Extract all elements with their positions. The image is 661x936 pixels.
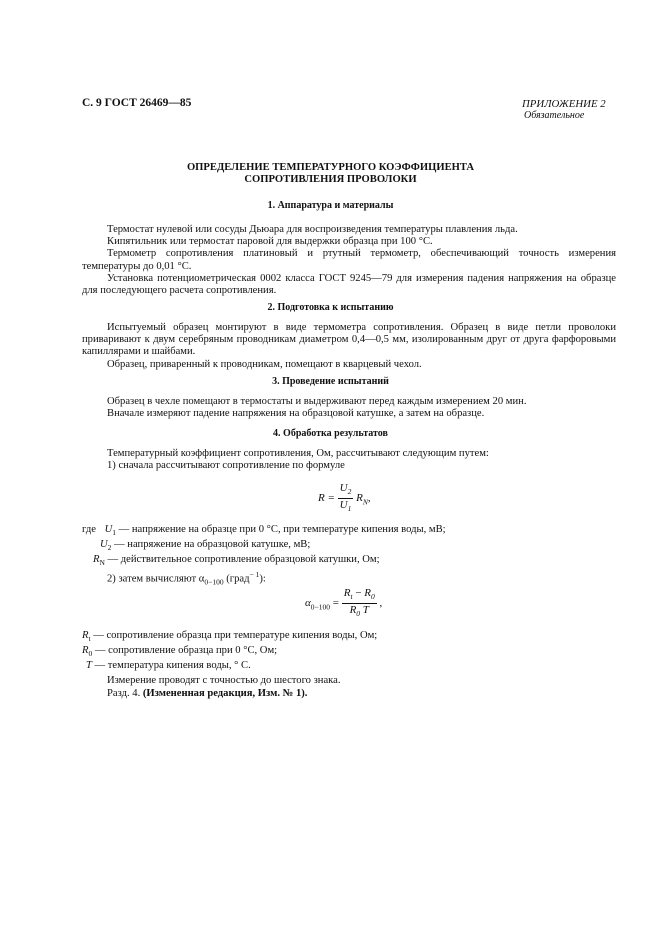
subscript: N	[362, 497, 368, 507]
equals-sign: =	[330, 597, 339, 610]
text: (град	[223, 573, 250, 585]
page-reference: С. 9 ГОСТ 26469—85	[82, 97, 192, 109]
fraction-numerator	[342, 587, 377, 604]
document-title-line1: ОПРЕДЕЛЕНИЕ ТЕМПЕРАТУРНОГО КОЭФФИЦИЕНТА	[186, 162, 475, 173]
appendix-status: Обязательное	[524, 110, 585, 121]
definition-text: — сопротивление образца при температуре кипения воды, Ом;	[90, 630, 378, 641]
document-title-line2: СОПРОТИВЛЕНИЯ ПРОВОЛОКИ	[244, 174, 417, 185]
definition-row	[82, 554, 446, 569]
formula-alpha	[305, 587, 382, 620]
symbol: U	[339, 499, 348, 512]
fraction-denominator	[342, 604, 377, 620]
subscript: 0	[371, 592, 375, 602]
definition-text: — сопротивление образца при 0 °С, Ом;	[92, 645, 278, 657]
text: 2) затем вычисляют α	[107, 573, 205, 585]
amendment-bold: (Измененная редакция, Изм. № 1).	[142, 688, 308, 699]
definition-row	[82, 645, 377, 660]
paragraph: 1) сначала рассчитывают сопротивление по формуле	[107, 460, 345, 472]
definition-text: — напряжение на образце при 0 °С, при температуре кипения воды, мВ;	[115, 524, 446, 535]
paragraph: Кипятильник или термостат паровой для выдержки образца при 100 °С.	[107, 236, 433, 248]
definition-text: — действительное сопротивление образцовой катушки, Ом;	[104, 554, 380, 566]
subscript: t	[88, 634, 91, 644]
symbol: R	[93, 554, 100, 566]
precision-note: Измерение проводят с точностью до шестого знака.	[107, 675, 341, 687]
superscript: − 1	[249, 570, 260, 580]
symbol: T	[360, 604, 369, 617]
step-2-text	[82, 569, 446, 589]
section-body-3	[82, 396, 616, 420]
paragraph: Термометр сопротивления платиновый и ртутный термометр, обеспечивающий точность измерения температуры до 0,01 °С.	[82, 248, 616, 272]
definition-list-1	[82, 524, 446, 589]
formula-tail: ,	[367, 492, 371, 505]
symbol: T	[86, 660, 92, 672]
section-heading-1: 1. Аппаратура и материалы	[267, 200, 394, 211]
fraction-numerator	[338, 482, 354, 499]
subscript: 0−100	[310, 602, 331, 612]
subscript: 0	[356, 609, 361, 619]
subscript: 1	[112, 528, 116, 538]
formula-resistance	[318, 482, 371, 515]
symbol: R	[356, 492, 363, 505]
formula-tail: ,	[376, 597, 383, 610]
symbol: U	[100, 539, 108, 551]
formula-fraction	[342, 587, 377, 620]
subscript: 0	[88, 649, 93, 659]
paragraph: Испытуемый образец монтируют в виде термометра сопротивления. Образец в виде петли проволоки приваривают к двум серебряным проводникам диаметром 0,4—0,5 мм, изолированным друг от друга фарфоровыми капиллярами и шайбами.	[82, 322, 616, 358]
formula-lhs: R =	[318, 492, 335, 505]
symbol: R	[343, 587, 351, 599]
definition-row	[82, 539, 446, 554]
paragraph: Термостат нулевой или сосуды Дьюара для воспроизведения температуры плавления льда.	[107, 224, 518, 235]
fraction-denominator	[338, 499, 354, 515]
symbol: U	[104, 524, 113, 535]
symbol: α	[305, 597, 311, 610]
section-heading-4: 4. Обработка результатов	[273, 428, 388, 439]
section-body-4	[82, 448, 616, 472]
paragraph: Установка потенциометрическая 0002 класса ГОСТ 9245—79 для измерения падения напряжения на образце для последующего расчета сопротивления.	[82, 272, 616, 297]
symbol: U	[339, 482, 348, 494]
minus-sign: −	[352, 587, 365, 599]
subscript: 0−100	[204, 577, 224, 587]
amendment-prefix: Разд. 4.	[107, 688, 143, 699]
paragraph: Температурный коэффициент сопротивления, Ом, рассчитывают следующим путем:	[107, 448, 489, 459]
symbol: R	[349, 604, 357, 617]
symbol: R	[82, 630, 89, 641]
subscript: 2	[347, 487, 352, 497]
section-heading-2: 2. Подготовка к испытанию	[267, 302, 394, 313]
subscript: N	[99, 558, 105, 568]
paragraph: Образец, приваренный к проводникам, помещают в кварцевый чехол.	[107, 358, 422, 370]
definition-row	[82, 630, 377, 645]
definition-row	[82, 660, 377, 675]
definition-text: — температура кипения воды, ° С.	[91, 660, 251, 672]
section-body-2	[82, 322, 616, 371]
paragraph: Вначале измеряют падение напряжения на образцовой катушке, а затем на образце.	[107, 408, 485, 420]
subscript: t	[350, 592, 353, 602]
definition-row	[82, 524, 446, 539]
amendment-note	[107, 688, 307, 700]
symbol: R	[364, 587, 372, 599]
text: ):	[259, 573, 266, 585]
symbol: R	[82, 645, 89, 657]
formula-fraction	[338, 482, 354, 515]
subscript: 2	[107, 543, 112, 553]
section-heading-3: 3. Проведение испытаний	[272, 376, 389, 387]
section-body-1	[82, 224, 616, 297]
paragraph: Образец в чехле помещают в термостаты и выдерживают перед каждым измерением 20 мин.	[107, 396, 527, 407]
appendix-label: ПРИЛОЖЕНИЕ 2	[522, 98, 606, 110]
definition-text: — напряжение на образцовой катушке, мВ;	[111, 539, 311, 551]
definition-list-2	[82, 630, 377, 687]
definition-lead: где	[82, 524, 96, 535]
subscript: 1	[347, 504, 352, 514]
